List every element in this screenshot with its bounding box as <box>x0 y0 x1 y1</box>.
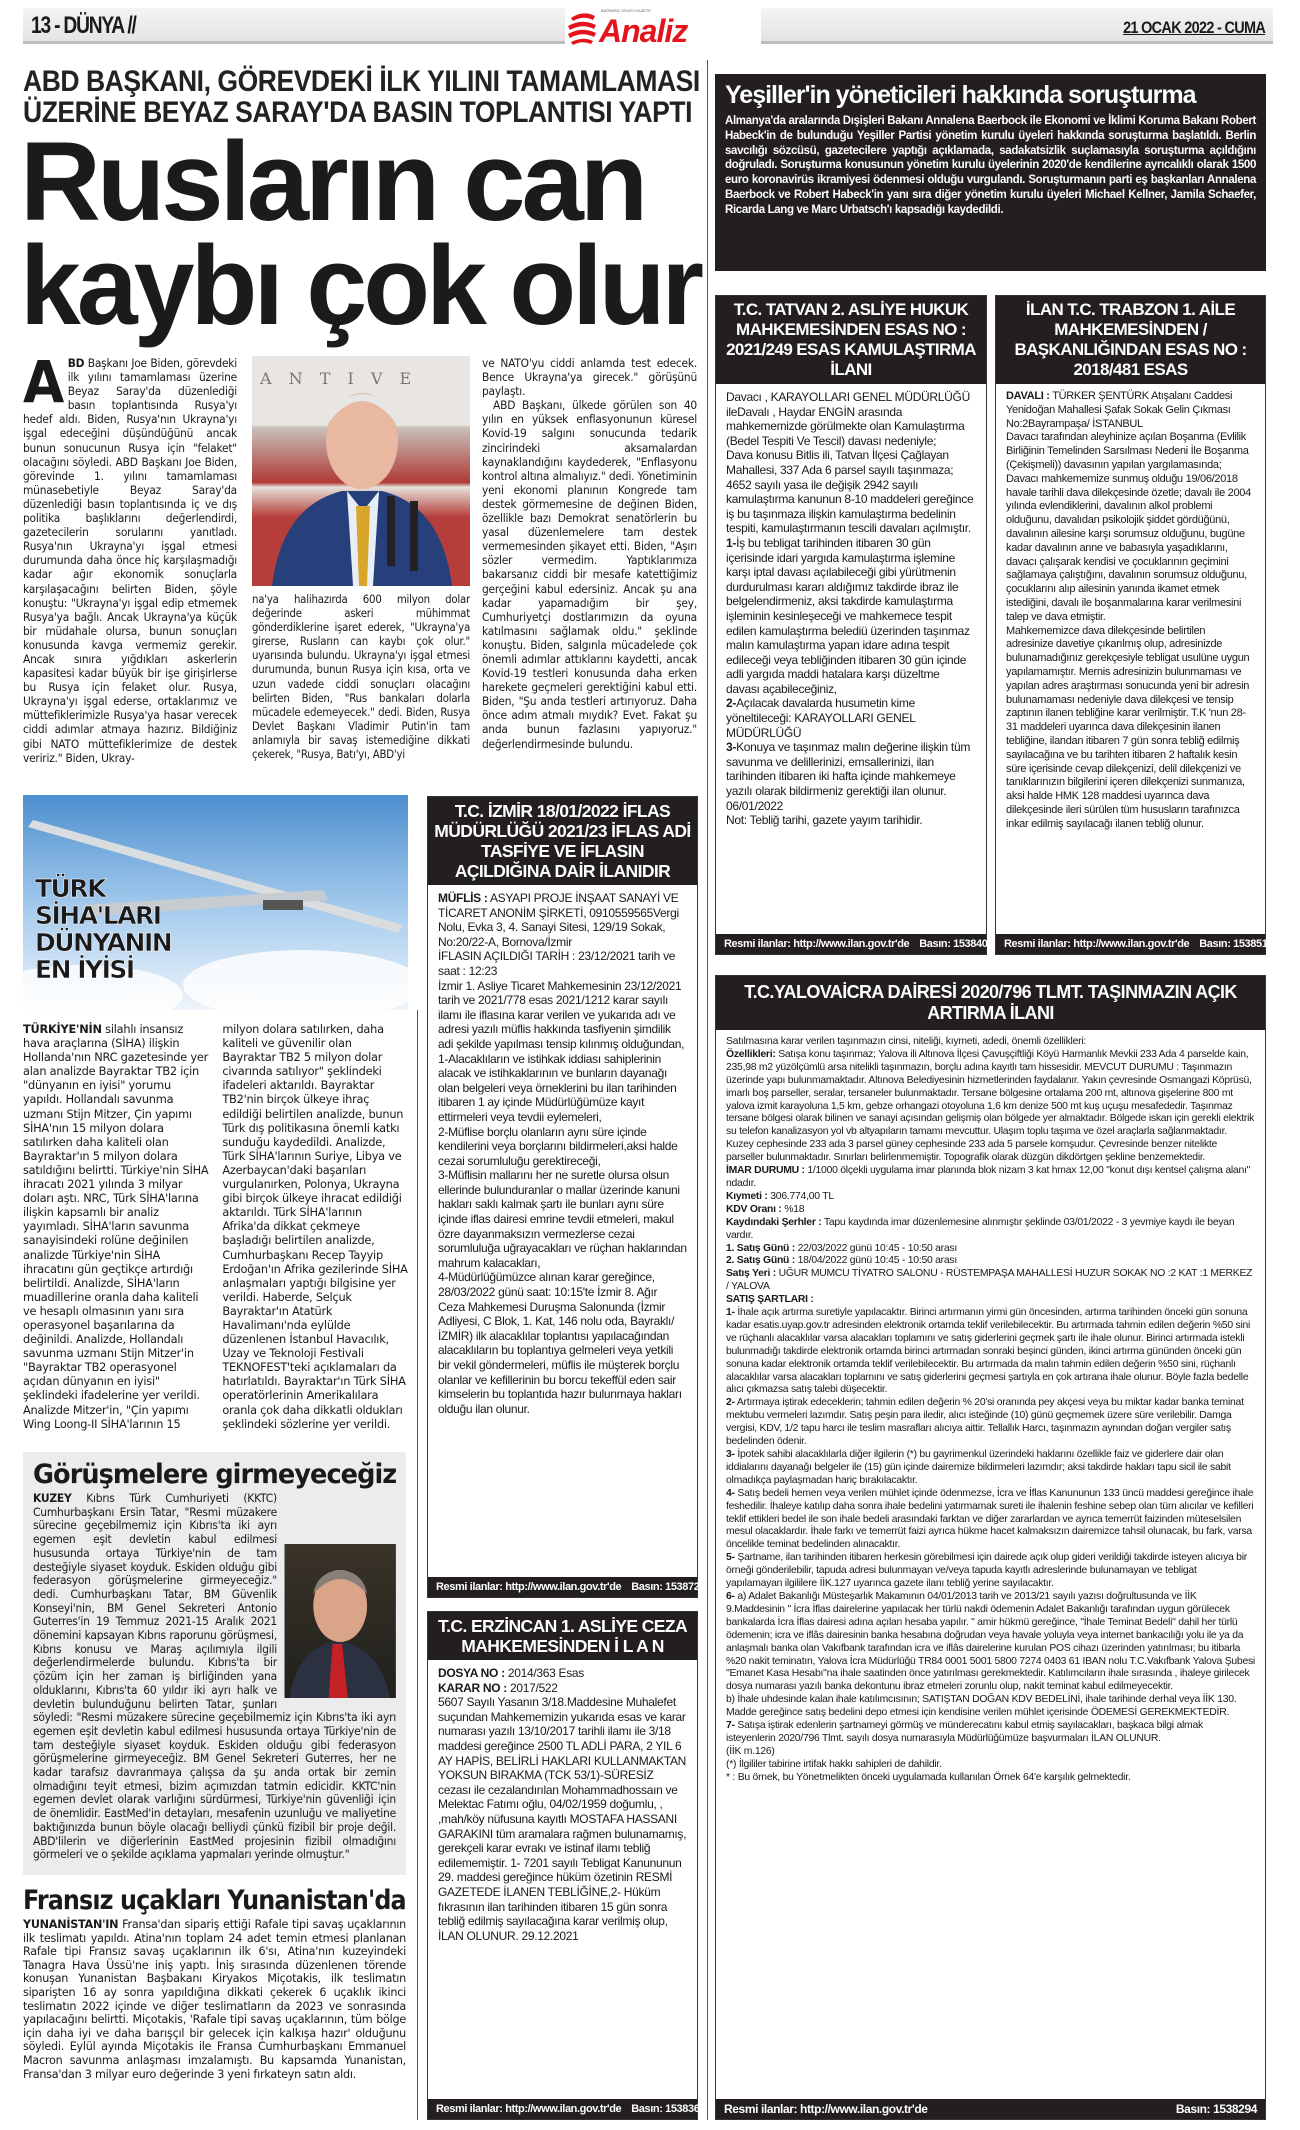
notice-paragraph <box>726 536 976 697</box>
paragraph-text: 1-Alacaklıların ve istihkak iddiası sahiplerinin alacak ve istihkaklarının ve bunların dayanağı olan belgeleri veya örneklerini bu ilan tarihinden itibaren 1 ay içinde Müdürlüğümüze kayıt ettirmeleri veya tevdii eylemeleri, <box>438 1051 677 1124</box>
article-paragraph: ve NATO'yu ciddi anlamda test edecek. Bence Ukrayna'ya girecek." görüşünü paylaştı. <box>482 356 697 399</box>
issue-date: 21 OCAK 2022 - CUMA <box>1122 18 1265 37</box>
paragraph-label: Kaydındaki Şerhler : <box>726 1216 822 1228</box>
logo-swirl-icon <box>565 8 599 48</box>
notice-paragraph <box>726 448 976 536</box>
notice-paragraph <box>726 1449 1255 1488</box>
fransa-article <box>23 1884 406 2120</box>
column-divider <box>417 1010 418 2120</box>
page-header <box>23 8 1273 49</box>
article-text: Kıbrıs Türk Cumhuriyeti (KKTC) Cumhurbaşkanı Ersin Tatar, "Resmi müzakere sürecine geçebilmemiz için Kıbrıs'ta iki ayrı egemen eşit devletin kabul edilmesi hususunda ortaya Türkiye'nin de tam desteğiyle siyaset koyduk. Eskiden olduğu gibi federasyon görüşmelerine girmeyeceğiz." dedi. Cumhurbaşkanı Tatar, BM Güvenlik Konseyi'nin, BM Genel Sekreteri Antonio Guterres'in 19 Temmuz 2021-15 Aralık 2021 dönemini kapsayan Kıbrıs raporunu görüşmesi, Kıbrıs konusu ve Maraş açılımıyla ilgili değerlendirmelerde bulundu. Kıbrıs'ta bir çözüm için her zaman iş birliğinden yana olduklarını, Kıbrıs'ta 60 yıldır iki ayrı halk ve devletin bulunduğunu belirten Tatar, şunları söyledi: "Resmi müzakere sürecine geçebilmemiz için Kıbrıs'ta iki ayrı egemen eşit devletin kabul edilmesi hususunda ortaya Türkiye'nin de tam desteğiyle siyaset koyduk. Eskiden olduğu gibi federasyon görüşmelerine girmeyeceğiz. BM Genel Sekreteri Guterres, her ne kadar tarafsız davranmaya çalışsa da şu anda ortak bir zemin olmadığını teyit etmesi, bizim açımızdan tatmin edicidir. KKTC'nin egemen devlet olarak varlığını sürdürmesi, Türkiye'nin güvenliği için de önemlidir. EastMed'in detayları, mesafenin uzunluğu ve maliyetine baktığınızda bunun böyle olacağı belliydi çünkü fizibil bir proje değil. ABD'lilerin ve diğerlerinin EastMed projesinin fizibil olmadığını görmeleri ve o şekilde açıklama yapmaları yerinde olmuştur." <box>33 1492 396 1862</box>
notice-body <box>428 885 697 1577</box>
notice-paragraph <box>438 1681 687 1696</box>
tatvan-court-notice <box>715 295 994 955</box>
yalova-auction-notice <box>715 975 1266 2120</box>
paragraph-text: 2017/522 <box>507 1680 558 1695</box>
notice-paragraph <box>726 1397 1255 1449</box>
press-number: Basın: 1538401 <box>919 938 994 950</box>
paragraph-label: 5- <box>726 1552 735 1564</box>
notice-body-inner <box>438 891 687 1416</box>
headline-line-2: kaybı çok olur <box>20 223 701 348</box>
paragraph-label: 1. Satış Günü : <box>726 1242 795 1254</box>
column-inner <box>482 356 697 751</box>
notice-paragraph <box>1006 625 1255 832</box>
notice-paragraph <box>438 891 687 949</box>
paragraph-text: Dava konusu Bitlis ili, Tatvan İlçesi Çağlayan Mahallesi, 337 Ada 6 parsel sayılı taşınmaza; 4652 sayılı yasa ile değişik 2942 sayılı kamulaştırma kanunun 8-10 maddeleri gereğince iş bu taşınmaza ilişkin kamulaştırma bedelinin tespiti, kamulaştırmanın tescili davaları açılmıştır. <box>726 448 974 536</box>
paragraph-text: 2-Müflise borçlu olanların aynı süre içinde kendilerini veya borçlarını bildirmeleri,aksi halde cezai sorumluluğu gerektireceği, <box>438 1124 678 1168</box>
paragraph-text: 4-Müdürlüğümüzce alınan karar gereğince, 28/03/2022 günü saat: 10:15'te İzmir 8. Ağır Ceza Mahkemesi Duruşma Salonunda (İzmir Adliyesi, C Blok, 1. Kat, 146 nolu oda, Bayraklı/İZMİR) ilk alacaklılar toplantısı yapılacağından alacaklıların bu toplantıya gelmeleri veya yetkili bir vekil göndermeleri, müflis ile müşterek borçlu olanlar ve kefillerinin bu borcu tekeffül eden sair kimselerin bu toplantıda hazır bulunmaya hakları olduğu ilan olunur. <box>438 1270 682 1416</box>
logo-tagline: BAĞIMSIZ SİYASİ GAZETE <box>601 8 651 13</box>
notice-body <box>428 1660 697 2099</box>
notice-paragraph <box>1006 390 1255 431</box>
footer-link-text: Resmi ilanlar: http://www.ilan.gov.tr'de <box>436 1581 622 1593</box>
yesiller-text <box>725 114 1256 265</box>
column-inner <box>23 1022 408 1431</box>
lead-word: BD <box>67 356 85 370</box>
paragraph-label: 1- <box>726 1307 735 1319</box>
paragraph-text: İhale açık artırma suretiyle yapılacaktır. Birinci artırmanın yirmi gün öncesinden, artırma tarihinden önceki gün sonuna kadar esatis.uyap.gov.tr adresinden elektronik ortamda teklif verilebilecektir. Bu artırmada tahmin edilen değerin %50 sini ve rüçhanlı alacaklılar varsa alacakları toplamını ve satış giderlerini geçmek şartı ile ihale olunur. Birinci artırmada istekli bulunmadığı takdirde elektronik ortamda birinci artırmadan sonraki beşinci günden, ikinci artırma gününden önceki gün sonuna kadar elektronik ortamda teklif verilebilecektir. Bu artırmada da malın tahmin edilen değerin %50 sini, rüçhanlı alacaklılar varsa alacakları toplamını ve satış giderlerini geçmesi şartıyla en çok artırana ihale olunur. Böyle fazla bedelle alıcı çıkmazsa satış talebi düşecektir. <box>726 1307 1251 1396</box>
paragraph-text: a) Adalet Bakanlığı Müsteşarlık Makamının 04/01/2013 tarih ve 2013/21 sayılı yazısı doğrultusunda ve İİK 9.Maddesinin " İcra İflas dairelerine yapılacak her türlü nakdi ödemenin Adalet Bakanlığı tarafından uygun görülecek bankalarda İcra İflas dairesi adına açılan hesaba yapılır. " amir hükmü gereğince, "İhale Teminat Bedeli" dahil her türlü ödemenin; icra ve iflâs dairesinin banka hesabına doğrudan veya havale yoluyla veya internet bankacılığı yolu ile ya da anlaşmalı banka olan Vakıfbank tarafından icra ve iflâs dairelerine kurulan POS cihazı üzerinden yatırılması; bu itibarla %20 nakit teminatın, Yalova İcra Müdürlüğü TR84 0001 5001 5800 7274 0403 61 IBAN nolu T.C.Vakıfbank Yalova Şubesi "Emanet Kasa Hesabı"na ihale saatinden önce yatırılması gerekmektedir. Katılımcıların ihale sırasında , ihaleye girilecek dosya numarası yazılı banka dekontunu ibraz etmeleri zorunlu olup, nakit teminat kabul edilmeyecektir. <box>726 1590 1255 1693</box>
paragraph-text: %18 <box>781 1203 805 1215</box>
notice-paragraph <box>726 1720 1255 1746</box>
biden-photo <box>252 356 470 586</box>
drop-cap: A <box>23 348 65 416</box>
paragraph-text: İş bu tebligat tarihinden itibaren 30 gün içerisinde idari yargıda kamulaştırma işlemine karşı iptal davası açılabileceği gibi yürütmenin durdurulması kararı aldığımız takdirde ibraz ile belgelendirmeniz, aksi takdirde kamulaştırma işleminin kesinleşeceği ve mahkemece tespit edilen kamulaştırma belediü üzerinden taşınmaz malın kamulaştırma yapan idare adına tespit edileceği veya tebliğinden itibaren 30 gün içinde adli yargıda maddi hatalara karşı düzeltme davası açabileceğiniz, <box>726 535 970 696</box>
press-number: Basın: 1538724 <box>631 1581 706 1593</box>
paragraph-text: Davacı , KARAYOLLARI GENEL MÜDÜRLÜĞÜ ileDavalı , Haydar ENGİN arasında mahkememizde görülmekte olan Kamulaştırma (Bedel Tespiti Ve Tescil) davası nedeniyle; <box>726 390 970 448</box>
notice-paragraph <box>1006 473 1255 625</box>
paragraph-label: 2. Satış Günü : <box>726 1255 795 1267</box>
notice-paragraph <box>438 1695 687 1943</box>
notice-body-inner <box>438 1666 687 1943</box>
footer-link-text: Resmi ilanlar: http://www.ilan.gov.tr'de <box>724 938 910 950</box>
biden-subheadline: ABD BAŞKANI, GÖREVDEKİ İLK YILINI TAMAMLAMASI ÜZERİNE BEYAZ SARAY'DA BASIN TOPLANTISI YAPTI <box>23 65 700 129</box>
headline-line-1: Rusların can <box>20 119 645 244</box>
notice-body-inner <box>1006 390 1255 832</box>
paragraph-label: SATIŞ ŞARTLARI : <box>726 1294 814 1306</box>
paragraph-label: DOSYA NO : <box>438 1666 505 1680</box>
paragraph-text: Not: Tebliğ tarihi, gazete yayım tarihidir. <box>726 813 923 828</box>
notice-paragraph <box>726 1036 1255 1049</box>
paragraph-label: KDV Oranı : <box>726 1203 782 1215</box>
notice-paragraph <box>438 1168 687 1270</box>
notice-paragraph <box>726 1552 1255 1591</box>
paragraph-text: Satış bedeli hemen veya verilen mühlet içinde ödenmezse, İcra ve İflas Kanununun 133 üncü maddesi gereğince ihale feshedilir. İhaleye katılıp daha sonra ihale bedelini yatırmamak sureti ile ihalenin feshine sebep olan tüm alıcılar ve kefilleri teklif ettikleri bedel ile son ihale bedeli arasındaki farktan ve diğer zararlardan ve ayrıca temerrüt faizinden müteselsilen mesul olacaklardır. İhale farkı ve temerrüt faizi ayrıca hükme hacet kalmaksızın dairemizce tahsil olunacak, bu fark, varsa öncelikle teminat bedelinden alınacaktır. <box>726 1487 1254 1551</box>
paragraph-text: İFLASIN AÇILDIĞI TARİH : 23/12/2021 tarih ve saat : 12:23 <box>438 949 676 978</box>
paragraph-text: Satılmasına karar verilen taşınmazın cinsi, niteliği, kıymeti, adedi, önemli özellikleri: <box>726 1036 1087 1047</box>
siha-article-text <box>23 1022 408 1444</box>
paragraph-label: 2- <box>726 696 737 711</box>
notice-title: İLAN T.C. TRABZON 1. AİLE MAHKEMESİNDEN / BAŞKANLIĞINDAN ESAS NO : 2018/481 ESAS <box>996 296 1265 384</box>
notice-footer <box>996 934 1274 954</box>
article-paragraph: ABD Başkanı, ülkede görülen son 40 yılın en yüksek enflasyonunun küresel Kovid-19 salgını sonucunda tedarik zincirindeki aksamalardan kaynaklandığını kaydederek, "Enflasyonu kontrol altına almalıyız." dedi. Yönetiminin yeni ekonomi planının Kongrede tam destek görmemesine de değinen Biden, özellikle bazı Demokrat senatörlerin bu yasal düzenlemelere tam destek vermemesinden şikayet etti. Biden, "Aşırı sözler vermedim. Yaptıklarımıza bakarsanız ciddi bir mesafe katettiğimiz gerçeğini kabul edersiniz. Ancak şu ana kadar yapamadığım bir şey, Cumhuriyetçi dostlarımızın da oyuna katılmasını sağlamak oldu." şeklinde konuştu. Biden, salgınla mücadelede çok önemli adımlar attıklarını kaydetti, ancak Kovid-19 testleri konusunda daha erken harekete geçmeleri gerektiğini kabul etti. Biden, "Şu anda testleri artırıyoruz. Daha önce adım atmalı mıydık? Evet. Fakat şu anda bunun fazlasını yapıyoruz." değerlendirmesinde bulundu. <box>482 398 697 751</box>
paragraph-label: Özellikleri: <box>726 1048 776 1060</box>
notice-paragraph <box>438 1052 687 1125</box>
notice-paragraph <box>726 1694 1255 1720</box>
lead-word: KUZEY <box>33 1492 72 1505</box>
biden-column-3 <box>482 356 697 774</box>
paragraph-text: 22/03/2022 günü 10:45 - 10:50 arası <box>795 1242 958 1254</box>
column-inner <box>33 1492 396 1862</box>
notice-body <box>716 384 986 934</box>
tatar-text <box>33 1492 396 1869</box>
paragraph-text: Artırmaya iştirak edeceklerin; tahmin edilen değerin % 20'si oranında pey akçesi veya bu miktar kadar banka teminat mektubu vermeleri lazımdır. Satış peşin para iledir, alıcı isteğinde (10) günü geçmemek üzere süre verilebilir. Damga vergisi, KDV, 1/2 tapu harcı ile teslim masrafları alıcıya aittir. Tellallık Harcı, taşınmazın aynından doğan vergiler satış bedelinden ödenir. <box>726 1397 1244 1448</box>
notice-paragraph <box>726 1746 1255 1759</box>
footer-link-text: Resmi ilanlar: http://www.ilan.gov.tr'de <box>436 2103 622 2115</box>
paragraph-text: 3-Müflisin mallarını her ne suretle olursa olsun ellerinde bulunduranlar o mallar üzerinde kanuni hakları saklı kalmak şartı ile bunları aynı süre içinde iflas dairesi emrine tevdii etmeleri, makul özre dayanmaksızın vermezlerse cezai sorumluluğa uğrayacakları ve rüçhan haklarından mahrum kalacakları, <box>438 1168 687 1270</box>
press-number: Basın: 1538513 <box>1199 938 1274 950</box>
notice-paragraph <box>726 1759 1255 1772</box>
notice-paragraph <box>726 1307 1255 1397</box>
paragraph-label: İMAR DURUMU : <box>726 1165 805 1177</box>
notice-body-inner <box>726 1036 1255 1785</box>
notice-footer <box>716 934 994 954</box>
notice-title: T.C.YALOVAİCRA DAİRESİ 2020/796 TLMT. TAŞINMAZIN AÇIK ARTIRMA İLANI <box>716 976 1265 1030</box>
erzincan-court-notice <box>427 1611 706 2120</box>
paragraph-text: Tapu kaydında imar düzenlemesine alınmıştır şeklinde 03/01/2022 - 3 yevmiye kaydı ile beyan vardır. <box>726 1216 1235 1241</box>
footer-link-text: Resmi ilanlar: http://www.ilan.gov.tr'de <box>724 2102 928 2116</box>
paragraph-text: Satışa iştirak edenlerin şartnameyi görmüş ve münderecatını kabul etmiş sayılacakları, başkaca bilgi almak isteyenlerin 2020/796 Tlmt. sayılı dosya numarasıyla Müdürlüğümüze başvurmaları İLAN OLUNUR. <box>726 1720 1203 1744</box>
notice-footer <box>428 2099 706 2119</box>
notice-paragraph <box>726 1165 1255 1191</box>
tatar-photo <box>285 1544 396 1698</box>
notice-paragraph <box>438 1125 687 1169</box>
notice-paragraph <box>438 979 687 1052</box>
notice-paragraph <box>726 1049 1255 1165</box>
izmir-bankruptcy-notice <box>427 796 706 1598</box>
paragraph-text: ASYAPI PROJE İNŞAAT SANAYİ VE TİCARET ANONİM ŞİRKETİ, 0910559565Vergi Nolu, Evka 3, 4. Sanayi Sitesi, 129/19 Sokak, No:20/22-A, Bornova/İzmir <box>438 891 679 949</box>
paragraph-text: (*) İlgililer tabirine irtifak hakkı sahipleri de dahildir. <box>726 1758 942 1770</box>
paragraph-text: 306.774,00 TL <box>767 1190 834 1202</box>
notice-paragraph <box>438 949 687 978</box>
paragraph-text: İpotek sahibi alacaklılarla diğer ilgilerin (*) bu gayrimenkul üzerindeki haklarını özellikle faiz ve giderlere dair olan iddialarını dayanağı belgeler ile (15) gün içinde dairemize bildirmeleri lazımdır; aksi takdirde hakları tapu sicil ile sabit olmadıkça paylaşmadan hariç bırakılacaktır. <box>726 1449 1231 1486</box>
notice-body <box>996 384 1265 934</box>
notice-paragraph <box>726 740 976 813</box>
logo-wordmark: Analiz <box>599 13 688 49</box>
paragraph-text: Satışa konu taşınmaz; Yalova ili Altınova İlçesi Çavuşçiftliği Köyü Harmanlık Mevkii 233 Ada 4 parselde kain, 235,98 m2 yüzölçümlü arsa nitelikli taşınmazın, borçlu adına kayıtlı tam hissesidir. MEVCUT DURUMU : Taşınmazın üzerinde yapı bulunmamaktadır. Altınova Belediyesinin hizmetlerinden faydalanır. Yakın çevresinde Osmangazi Köprüsü, imarlı boş parseller, seralar, tersaneler bulunmaktadır. Tersane bölgesine ortalama 200 mt, altınova gişelerine 800 mt yalova izmit karayoluna 1,5 km, gebze orhangazi otoyoluna 1,6 km denize 500 mt kuş uçuşu mesafededir. Taşınmaz tersane bölgesi olarak bilinen ve sanayi açısından gelişmiş olan bölgede yer almaktadır. Bölgede iskan için gerekli elektrik su telefon kanalizasyon yol vb altyapıların tamamı mevcuttur. Ulaşım toplu taşıma ve özel araçlarla sağlanmaktadır. Kuzey cephesinde 233 ada 3 parsel güney cephesinde 233 ada 5 parsele komşudur. Çevresinde benzer nitelikte parseller bulunmaktadır. Sınırları belirlenmemiştir. Topografik olarak düzgün dikdörtgen şekline benzemektedir. <box>726 1048 1255 1164</box>
paragraph-text: 2014/363 Esas <box>504 1666 584 1680</box>
analiz-logo <box>565 8 761 48</box>
notice-paragraph <box>1006 431 1255 472</box>
fransa-headline: Fransız uçakları Yunanistan'da <box>23 1885 406 1916</box>
paragraph-label: 3- <box>726 740 737 755</box>
paragraph-text: Mahkememizce dava dilekçesinde belirtilen adresinize davetiye çıkarılmış olup, adresinizde bulunamadığınız gerekçesiyle tebligat usulüne uygun yapılamamıştır. Mernis adresinizin bulunmaması ve yapılan adres araştırması sonucunda yeni bir adresin bulunamaması nedeniyle dava dilekçesi ve tensip zaptının ilanen tebliğine karar verilmiştir. T.K 'nun 28-31 maddeleri uyarınca dava dilekçesinin ilanen tebliğine, ilandan itibaren 7 gün sonra tebliğ edilmiş sayılacağına ve bu tarihten itibaren 2 haftalık kesin süre içerisinde cevap dilekçenizi, delil dilekçenizi ve tanıklarınızın bilgilerini içeren dilekçenizi sunmanıza, aksi halde HMK 128 maddesi uyarınca dava dilekçesinde ileri sürülen tüm hususların tarafınızca inkar edilmiş sayılacağı ilanen tebliğ olunur. <box>1006 624 1250 830</box>
paragraph-label: 6- <box>726 1590 735 1602</box>
paragraph-label: MÜFLİS : <box>438 891 488 905</box>
notice-body-inner <box>726 390 976 828</box>
article-text: silahlı insansız hava araçlarına (SİHA) ilişkin Hollanda'nın NRC gazetesinde yer alan analizde Bayraktar TB2 için "dünyanın en iyisi" yorumu yapıldı. Hollandalı savunma uzmanı Stijn Mitzer, Çin yapımı SİHA'nın 15 milyon dolara satılırken daha kaliteli olan Bayraktar'ın 5 milyon dolara satıldığını belirtti. Türkiye'nin SİHA ihracatı 2021 yılında 3 milyar doları aştı. NRC, Türk SİHA'larına ilişkin kapsamlı bir analiz yayımladı. SİHA'ların savunma sanayisindeki rolüne değinilen analizde Türkiye'nin SİHA ihracatını gün geçtikçe artırdığı belirtildi. Analizde, SİHA'ların muadillerine oranla daha kaliteli ve hesaplı olmasının yanı sıra operasyonel başarılarına da değinildi. Analizde, Hollandalı savunma uzmanı Stijn Mitzer'in "Bayraktar TB2 operasyonel açıdan dünyanın en iyisi" şeklindeki ifadelerine yer verildi. Analizde Mitzer'in, "Çin yapımı Wing Loong-II SİHA'larının 15 milyon dolara satılırken, daha kaliteli ve güvenilir olan Bayraktar TB2 5 milyon dolar civarında satılıyor" şeklindeki ifadeleri aktarıldı. Bayraktar TB2'nin birçok ülkeye ihraç edildiği belirtilen analizde, bunun Türk dış politikasına önemli katkı sunduğu kaydedildi. Analizde, Türk SİHA'larının Suriye, Libya ve Azerbaycan'daki başarıları vurgulanırken, Polonya, Ukrayna gibi birçok ülkeye ihracat edildiği aktarıldı. Türk SİHA'larının Afrika'da dikkat çekmeye başladığı belirtilen analizde, Cumhurbaşkanı Recep Tayyip Erdoğan'ın Afrika gezilerinde SİHA anlaşmaları yaptığı bilgisine yer verildi. Haberde, Selçuk Bayraktar'ın Atatürk Havalimanı'nda eylülde düzenlenen İstanbul Havacılık, Uzay ve Teknoloji Festivali TEKNOFEST'teki açıklamaları da hatırlatıldı. Bayraktar'ın Türk SİHA operatörlerinin Amerikalılara oranla çok daha dikkatli oldukları şeklindeki sözlerine yer verildi. <box>23 1022 408 1431</box>
paragraph-text: * : Bu örnek, bu Yönetmelikten önceki uygulamada kullanılan Örnek 64'e karşılık gelmektedir. <box>726 1771 1131 1783</box>
paragraph-label: 7- <box>726 1720 735 1732</box>
headline-line: DÜNYANIN <box>35 928 172 957</box>
paragraph-label: 4- <box>726 1487 735 1499</box>
article-text: Fransa'dan sipariş ettiği Rafale tipi savaş uçaklarının ilk teslimatı yapıldı. Atina'nın toplam 24 adet temin etmesi planlanan Rafale tipi Fransız savaş uçaklarının ilk 6'sı, Atina'nın kuzeyindeki Tanagra Hava Üssü'ne iniş yaptı. İniş sırasında düzenlenen törende konuşan Yunanistan Başbakanı Kiryakos Miçotakis, ilk teslimatın siparişten 16 ay sonra yapıldığına dikkati çekerek 6 uçaklık ikinci teslimatın 2022 içinde ve diğer teslimatların da 2023 ve sonrasında yapılacağını belirtti. Miçotakis, 'Rafale tipi savaş uçaklarının, tüm bölge için daha iyi ve daha barışçıl bir gelecek için kalkışa hazır' olduğunu söyledi. Eylül ayında Miçotakis ile Fransa Cumhurbaşkanı Emmanuel Macron savunma anlaşması imzalamıştı. Bu kapsamda Yunanistan, Fransa'dan 3 milyar euro değerinde 3 yeni fırkateyn satın aldı. <box>23 1918 406 2081</box>
notice-title: T.C. İZMİR 18/01/2022 İFLAS MÜDÜRLÜĞÜ 2021/23 İFLAS ADİ TASFİYE VE İFLASIN AÇILDIĞINA DAİR İLANIDIR <box>428 797 697 885</box>
notice-paragraph <box>726 1204 1255 1217</box>
notice-paragraph <box>438 1270 687 1416</box>
paragraph-text: 5607 Sayılı Yasanın 3/18.Maddesine Muhalefet suçundan Mahkememizin yukarıda esas ve karar numarası yazılı 13/10/2017 tarihli ilamı ile 3/18 maddesi gereğince 2500 TL ADLİ PARA, 2 YIL 6 AY HAPİS, BELİRLİ HAKLARI KULLANMAKTAN YOKSUN BIRAKMA (TCK 53/1)-SÜRESİZ cezası ile cezalandırılan Mohammadhossaın ve Melektac Fatımı oğlu, 04/02/1959 doğumlu, , ,mah/köy nüfusuna kayıtlı MOSTAFA HASSANI GARAKINI tüm aramalara rağmen bulunamamış, gerekçeli karar evrakı ve istinaf ilamı tebliğ edilememiştir. 1- 7201 sayılı Tebligat Kanununun 29. maddesi gereğince hüküm özetinin RESMİ GAZETEDE İLANEN TEBLİĞİNE,2- Hüküm fıkrasının ilan tarihinden itibaren 15 gün sonra tebliğ edilmiş sayılacağına karar verilmiş olup, İLAN OLUNUR. 29.12.2021 <box>438 1695 687 1943</box>
drone-photo <box>23 795 408 1010</box>
lead-word: YUNANİSTAN'IN <box>23 1918 119 1931</box>
tatar-headline: Görüşmelere girmeyeceğiz <box>33 1459 397 1490</box>
paragraph-label: KARAR NO : <box>438 1680 507 1695</box>
notice-paragraph <box>726 1217 1255 1243</box>
yesiller-article <box>715 74 1266 271</box>
press-number: Basın: 1538361 <box>631 2103 706 2115</box>
notice-title: T.C. TATVAN 2. ASLİYE HUKUK MAHKEMESİNDEN ESAS NO : 2021/249 ESAS KAMULAŞTIRMA İLANI <box>716 296 986 384</box>
notice-footer <box>428 1577 706 1597</box>
paragraph-text: UĞUR MUMCU TİYATRO SALONU - RÜSTEMPAŞA MAHALLESİ HUZUR SOKAK NO :2 KAT :1 MERKEZ / YALOVA <box>726 1268 1253 1293</box>
column-inner <box>23 1918 406 2081</box>
paragraph-text: İzmir 1. Asliye Ticaret Mahkemesinin 23/12/2021 tarih ve 2021/778 esas 2021/1212 karar sayılı ilamı ile iflasına karar verilen ve yukarıda adı ve adresi yazılı müflis hakkında tasfiyenin şimdilik adi şekilde yapılması tensip kılınmış olduğundan, <box>438 978 685 1051</box>
notice-paragraph <box>726 390 976 448</box>
paragraph-label: DAVALI : <box>1006 390 1050 402</box>
paragraph-text: Açılacak davalarda husumetin kime yöneltileceği: KARAYOLLARI GENEL MÜDÜRLÜĞÜ <box>726 696 916 740</box>
paragraph-text: 1/1000 ölçekli uygulama imar planında blok nizam 3 kat hmax 12,00 "konut dışı kentsel çalışma alanı" ndadır. <box>726 1165 1251 1189</box>
notice-paragraph <box>726 1488 1255 1553</box>
notice-title: T.C. ERZİNCAN 1. ASLİYE CEZA MAHKEMESİNDEN İ L A N <box>428 1612 697 1660</box>
notice-paragraph <box>726 696 976 740</box>
article-text: Başkanı Joe Biden, görevdeki ilk yılını tamamlaması üzerine Beyaz Saray'da düzenlediği basın toplantısında Rusya'yı hedef aldı. Biden, Rusya'nın Ukrayna'yı işgal edeceğini düşündüğünü ancak bunun sonucunun Rusya için "felaket" olacağını söyledi. ABD Başkanı Joe Biden, görevinde 1. yılını tamamlaması münasebetiyle Beyaz Saray'da düzenlediği basın toplantısında iç ve dış politika başlıklarını değerlendirdi, gazetecilerin sorularını yanıtladı. Rusya'nın Ukrayna'yı işgal etmesi durumunda daha önce hiç karşılaşmadığı kadar ağır ekonomik sonuçlarla karşılaşacağını belirten Biden, şöyle konuştu: "Ukrayna'yı işgal edip etmemek Rusya'ya bağlı. Ancak Ukrayna'ya küçük bir müdahale olursa, bunun sonuçları konusunda kavga vermemiz gerekir. Ancak sınıra yığdıkları askerlerin kapasitesi kadar büyük bir işe girişirlerse bu Rusya için felaket olur. Rusya, Ukrayna'yı işgal ederse, ortaklarımız ve müttefiklerimizle Rusya'ya hasar verecek ciddi adımlar atmaya hazırız. Bildiğiniz gibi NATO müttefiklerimize de destek veririz." Biden, Ukray- <box>23 356 237 765</box>
notice-paragraph <box>726 1591 1255 1694</box>
notice-footer <box>716 2099 1265 2119</box>
paragraph-label: 1- <box>726 535 737 550</box>
notice-paragraph <box>726 1243 1255 1256</box>
tatar-article <box>23 1452 406 1875</box>
paragraph-label: Satış Yeri : <box>726 1268 776 1280</box>
notice-paragraph <box>726 1191 1255 1204</box>
column-inner <box>23 348 237 765</box>
paragraph-text: (İİK m.126) <box>726 1745 775 1757</box>
paragraph-text: b) İhale uhdesinde kalan ihale katılımcısının; SATIŞTAN DOĞAN KDV BEDELİNİ, ihale tarihinde derhal veya İİK 130. Madde gereğince satış bedelini depo etmesi için kendisine verilen mühlet içerisinde ÖDEMESİ GEREKMEKTEDİR. <box>726 1694 1237 1719</box>
trabzon-court-notice <box>995 295 1274 955</box>
notice-body <box>716 1030 1265 2099</box>
section-label: 13 - DÜNYA // <box>31 12 136 39</box>
paragraph-text: Şartname, ilan tarihinden itibaren herkesin görebilmesi için dairede açık olup gideri verildiği takdirde isteyen alıcıya bir örneği gönderilebilir, tapuda adresi bulunmayan ve/veya tapuda kayıtlı adreslerinde bulunamayan ve tebligat yapılamayan ilgililere İİK.127 uyarınca gazete ilanı tebliğ yerine sayılacaktır. <box>726 1552 1247 1590</box>
siha-headline <box>35 875 171 983</box>
paragraph-text: Konuya ve taşınmaz malın değerine ilişkin tüm savunma ve delillerinizi, emsallerinizi, ilan tarihinden itibaren iki hafta içinde mahkemeye yazılı olarak bildirmeniz gerektiği ilan olunur. 06/01/2022 <box>726 740 971 813</box>
notice-paragraph <box>726 813 976 828</box>
article-text: Almanya'da aralarında Dışişleri Bakanı Annalena Baerbock ile Ekonomi ve İklimi Koruma Bakanı Robert Habeck'in de bulunduğu Yeşiller Partisi yönetim kurulu üyeleri hakkında soruşturma başlatıldı. Berlin savcılığı sözcüsü, gazetecilere yaptığı açıklamada, sadakatsizlik suçlamasıyla soruşturma açıldığını doğruladı. Soruşturma konusunun yönetim kurulu üyelerinin 2020'de kendilerine ayrıcalıklı olarak 1500 euro koronavirüs ikramiyesi ödenmesi olduğu vurgulandı. Soruşturmanın parti eş başkanları Annalena Baerbock ve Robert Habeck'in yanı sıra diğer yönetim kurulu üyeleri Michael Kellner, Jamila Schaefer, Ricarda Lang ve Marc Urbatsch'ı kapsadığı kaydedildi. <box>725 115 1256 216</box>
notice-paragraph <box>726 1294 1255 1307</box>
paragraph-text: Davacı tarafından aleyhinize açılan Boşanma (Evlilik Birliğinin Temelinden Sarsılması Nedeni İle Boşanma (Çekişmeli)) davasının yapılan yargılamasında; <box>1006 431 1249 471</box>
paragraph-label: 3- <box>726 1449 735 1460</box>
notice-paragraph <box>726 1772 1255 1785</box>
paragraph-label: 2- <box>726 1397 735 1409</box>
biden-column-2 <box>252 592 470 774</box>
yesiller-headline: Yeşiller'in yöneticileri hakkında soruşturma <box>725 81 1196 109</box>
fransa-text-block <box>23 1918 406 2120</box>
biden-headline <box>20 119 710 348</box>
paragraph-text: TÜRKER ŞENTÜRK Atışalanı Caddesi Yenidoğan Mahallesi Şafak Sokak Gelin Çıkması No:2Bayrampaşa/ İSTANBUL <box>1006 390 1233 430</box>
article-text: na'ya halihazırda 600 milyon dolar değerinde askeri mühimmat gönderdiklerine işaret ederek, "Ukrayna'ya girerse, Rusların can kaybı çok olur." uyarısında bulundu. Ukrayna'yı işgal etmesi durumunda, bunun Rusya için kısa, orta ve uzun vadede ciddi sonuçları olacağını belirten Biden, "Rus bankaları dolarla mücadele edemeyecek." dedi. Biden, Rusya Devlet Başkanı Vladimir Putin'in tam anlamıyla bir savaş istemediğine dikkati çekerek, "Rusya, Batı'yı, ABD'yi <box>252 592 470 762</box>
headline-line: TÜRK <box>35 874 105 903</box>
press-number: Basın: 1538294 <box>1175 2102 1257 2116</box>
headline-line: SİHA'LARI <box>35 901 161 930</box>
footer-link-text: Resmi ilanlar: http://www.ilan.gov.tr'de <box>1004 938 1190 950</box>
paragraph-text: 18/04/2022 günü 10:45 - 10:50 arası <box>795 1255 958 1267</box>
svg-text:A N T I V E: A N T I V E <box>260 369 418 388</box>
paragraph-label: Kıymeti : <box>726 1190 768 1202</box>
notice-paragraph <box>438 1666 687 1681</box>
notice-paragraph <box>726 1255 1255 1268</box>
notice-paragraph <box>726 1268 1255 1294</box>
headline-line: EN İYİSİ <box>35 955 134 984</box>
biden-column-1 <box>23 348 237 774</box>
paragraph-text: Davacı mahkememize sunmuş olduğu 19/06/2018 havale tarihli dava dilekçesinde özetle; davalı ile 2004 yılında evlendiklerini, davalının alkol problemi olduğunu, davalıdan psikolojik şiddet gördüğünü, davalının ailesine karşı sorumsuz olduğunu, bugüne kadar davalının anne ve babasıyla yaşadıklarını, davacı çalışarak kendisi ve çocuklarının geçimini sağlamaya çalıştığını, davalının sorumsuz olduğunu, çocuklarını alıp ailesinin yanında ikamet etmek istediğini, davalı ile boşanmalarına karar verilmesini talep ve dava etmiştir. <box>1006 472 1251 623</box>
lead-word: TÜRKİYE'NİN <box>23 1022 102 1036</box>
column-divider <box>707 60 708 2120</box>
